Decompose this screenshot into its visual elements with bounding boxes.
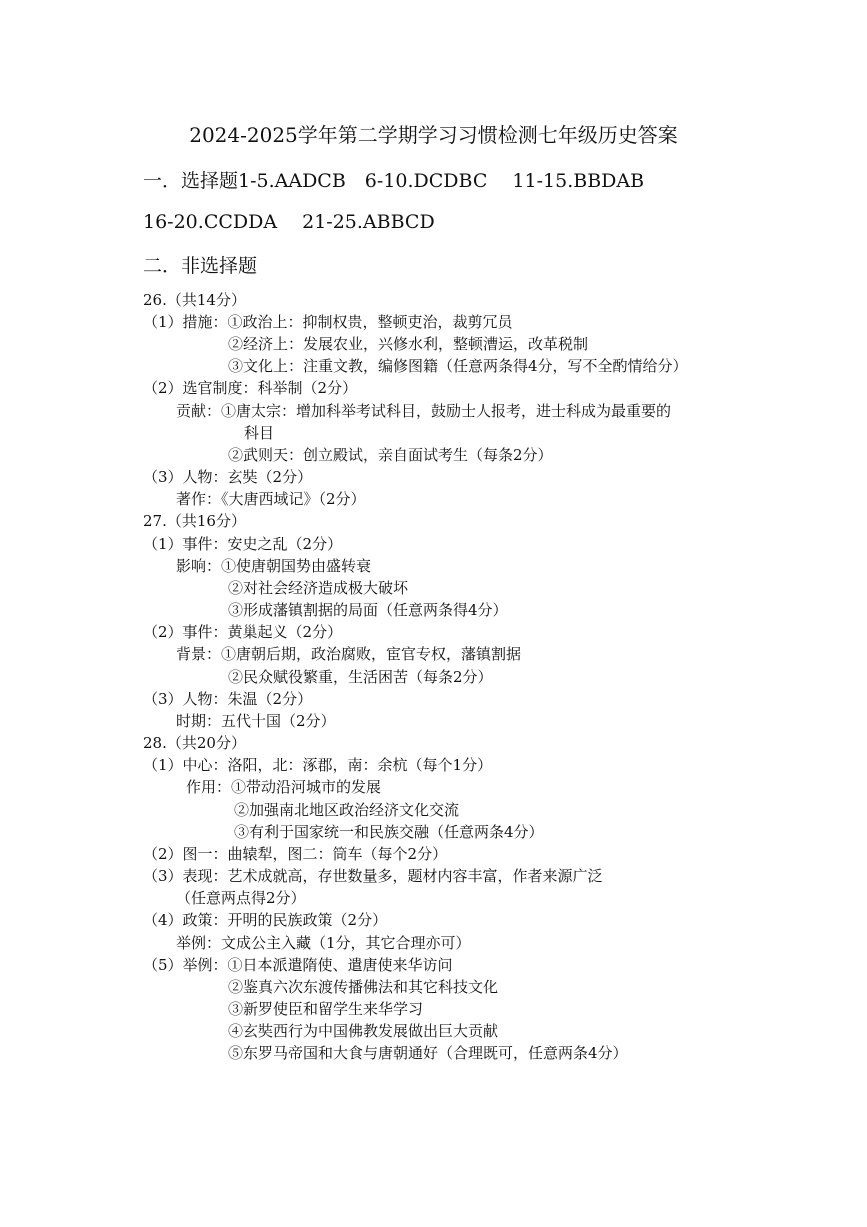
q26-heading: 26.（共14分） (143, 291, 246, 309)
q27-line: （3）人物：朱温（2分） (143, 690, 313, 708)
q28-line: （2）图一：曲辕犁，图二：筒车（每个2分） (143, 845, 448, 863)
q26-line: 科目 (244, 424, 275, 442)
q28-line: ③有利于国家统一和民族交融（任意两条4分） (234, 823, 544, 841)
q27-line: ③形成藩镇割据的局面（任意两条得4分） (228, 601, 508, 619)
q26-line: ③文化上：注重文教，编修图籍（任意两条得4分，写不全酌情给分） (228, 357, 688, 375)
q26-line: 著作：《大唐西域记》（2分） (176, 490, 366, 508)
q28-line: ②鉴真六次东渡传播佛法和其它科技文化 (228, 978, 499, 996)
mc-answers-line-1: 一．选择题1-5.AADCB 6-10.DCDBC 11-15.BBDAB (143, 170, 645, 192)
q26-line: （2）选官制度：科举制（2分） (143, 379, 358, 397)
q28-line: （4）政策：开明的民族政策（2分） (143, 911, 388, 929)
q28-line: ④玄奘西行为中国佛教发展做出巨大贡献 (228, 1022, 499, 1040)
q26-line: 贡献：①唐太宗：增加科举考试科目，鼓励士人报考，进士科成为最重要的 (176, 402, 672, 420)
q28-line: ②加强南北地区政治经济文化交流 (234, 801, 460, 819)
q28-line: 举例：文成公主入藏（1分，其它合理亦可） (176, 934, 471, 952)
q26-line: （3）人物：玄奘（2分） (143, 468, 313, 486)
q28-line: ③新罗使臣和留学生来华学习 (228, 1000, 424, 1018)
q27-line: （2）事件：黄巢起义（2分） (143, 623, 343, 641)
q28-line: （5）举例：①日本派遣隋使、遣唐使来华访问 (143, 956, 453, 974)
q27-heading: 27.（共16分） (143, 512, 246, 530)
q28-line: 作用：①带动沿河城市的发展 (186, 778, 382, 796)
section-heading-non-mc: 二．非选择题 (143, 255, 258, 277)
q28-line: （任意两点得2分） (176, 889, 306, 907)
q26-line: ②经济上：发展农业，兴修水利，整顿漕运，改革税制 (228, 335, 589, 353)
q27-line: ②对社会经济造成极大破坏 (228, 579, 409, 597)
q26-line: ②武则天：创立殿试，亲自面试考生（每条2分） (228, 446, 553, 464)
q28-line: （3）表现：艺术成就高，存世数量多，题材内容丰富，作者来源广泛 (143, 867, 603, 885)
q27-line: 背景：①唐朝后期，政治腐败，宦官专权，藩镇割据 (176, 645, 522, 663)
q27-line: 时期：五代十国（2分） (176, 712, 336, 730)
q27-line: ②民众赋役繁重，生活困苦（每条2分） (228, 668, 493, 686)
q27-line: 影响：①使唐朝国势由盛转衰 (176, 557, 372, 575)
q27-line: （1）事件：安史之乱（2分） (143, 535, 343, 553)
mc-answers-line-2: 16-20.CCDDA 21-25.ABBCD (143, 211, 435, 233)
q28-line: （1）中心：洛阳，北：涿郡，南：余杭（每个1分） (143, 756, 493, 774)
q26-line: （1）措施：①政治上：抑制权贵，整顿吏治，裁剪冗员 (143, 313, 513, 331)
document-title: 2024-2025学年第二学期学习习惯检测七年级历史答案 (189, 123, 678, 147)
q28-line: ⑤东罗马帝国和大食与唐朝通好（合理既可，任意两条4分） (228, 1044, 628, 1062)
q28-heading: 28.（共20分） (143, 734, 246, 752)
